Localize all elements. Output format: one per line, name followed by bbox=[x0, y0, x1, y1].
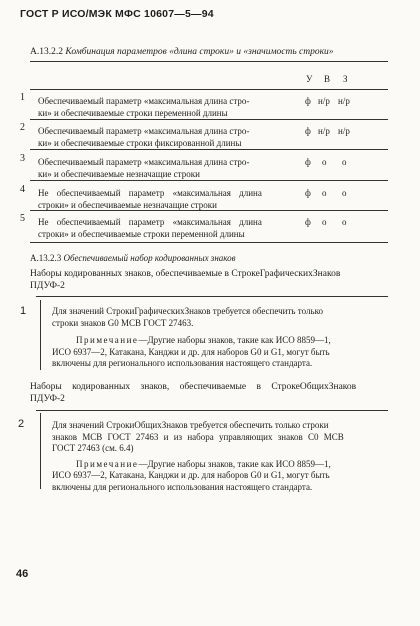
box-line: Для значений СтрокиГрафическихЗнаков требуется обеспечить только bbox=[52, 306, 323, 316]
note-line: включены для регионального использования настоящего стандарта. bbox=[52, 358, 313, 368]
note bbox=[52, 335, 388, 347]
box-top-rule bbox=[36, 410, 388, 411]
row-line: ки» и обеспечиваемые незначащие строки bbox=[38, 169, 200, 179]
column-header-v: В bbox=[324, 74, 331, 84]
section-number: А.13.2.2 bbox=[30, 47, 63, 57]
box-number: 1 bbox=[20, 305, 27, 317]
cell-u: ф bbox=[305, 126, 311, 136]
row-line: ки» и обеспечиваемые строки переменной длины bbox=[38, 108, 228, 118]
cell-v: н/р bbox=[318, 126, 330, 136]
section-heading-a13-2-3 bbox=[30, 252, 236, 264]
box-line: строки знаков G0 МСВ ГОСТ 27463. bbox=[52, 317, 194, 328]
row-line: Не обеспечиваемый параметр «максимальная длина bbox=[38, 188, 262, 198]
box-text bbox=[52, 420, 388, 493]
page-number: 46 bbox=[16, 568, 29, 580]
note-label: Примечание bbox=[76, 335, 139, 345]
cell-z: о bbox=[342, 217, 347, 227]
note-line: —Другие наборы знаков, такие как ИСО 8859—1, bbox=[138, 458, 331, 469]
table-top-rule bbox=[30, 61, 388, 62]
paragraph bbox=[30, 381, 386, 405]
row-line: строки» и обеспечиваемые незначащие строки bbox=[38, 200, 217, 210]
note-line: —Другие наборы знаков, такие как ИСО 8859—1, bbox=[138, 335, 331, 345]
section-title: Обеспечиваемый набор кодированных знаков bbox=[63, 253, 236, 263]
note-label: Примечание bbox=[76, 458, 139, 469]
cell-z: о bbox=[342, 188, 347, 198]
box-left-rule bbox=[40, 413, 41, 489]
page-header: ГОСТ Р ИСО/МЭК МФС 10607—5—94 bbox=[20, 8, 214, 20]
table-row-text bbox=[38, 216, 300, 240]
row-line: Обеспечиваемый параметр «максимальная длина стро- bbox=[38, 96, 250, 106]
table-row-divider bbox=[30, 210, 388, 211]
table-header-rule bbox=[30, 89, 388, 90]
table-row-divider bbox=[30, 180, 388, 181]
table-row-number: 4 bbox=[20, 184, 25, 195]
table-row-text bbox=[38, 125, 300, 149]
note-line: ИСО 6937—2, Катакана, Канджи и др. для наборов G0 и G1, могут быть bbox=[52, 470, 330, 480]
cell-u: ф bbox=[305, 188, 311, 198]
paragraph-line: Наборы кодированных знаков, обеспечиваемые в СтрокеГрафическихЗнаков bbox=[30, 269, 341, 279]
box-number: 2 bbox=[18, 418, 25, 430]
paragraph-line: Наборы кодированных знаков, обеспечиваемые в СтрокеОбщихЗнаков bbox=[30, 382, 357, 392]
box-text bbox=[52, 306, 388, 370]
section-number: А.13.2.3 bbox=[30, 253, 62, 263]
row-line: строки» и обеспечиваемые строки переменной длины bbox=[38, 229, 245, 239]
cell-z: н/р bbox=[338, 126, 350, 136]
box-top-rule bbox=[36, 296, 388, 297]
paragraph bbox=[30, 268, 386, 292]
box-line: знаков МСВ ГОСТ 27463 и из набора управляющих знаков С0 МСВ bbox=[52, 431, 344, 442]
paragraph-line: ПДУФ-2 bbox=[30, 394, 65, 404]
section-heading-a13-2-2 bbox=[30, 46, 334, 58]
table-row-text bbox=[38, 156, 300, 180]
table-row-number: 3 bbox=[20, 153, 25, 164]
note-line: включены для регионального использования настоящего стандарта. bbox=[52, 481, 313, 492]
table-row-number: 5 bbox=[20, 213, 25, 224]
table-row-divider bbox=[30, 149, 388, 150]
table-row-text bbox=[38, 95, 300, 119]
note bbox=[52, 459, 388, 471]
row-line: Не обеспечиваемый параметр «максимальная длина bbox=[38, 217, 262, 227]
cell-z: о bbox=[342, 157, 347, 167]
row-line: ки» и обеспечиваемые строки фиксированной длины bbox=[38, 138, 242, 148]
table-row-divider bbox=[30, 119, 388, 120]
cell-v: н/р bbox=[318, 96, 330, 106]
cell-v: о bbox=[322, 188, 327, 198]
box-left-rule bbox=[40, 300, 41, 370]
column-header-u: У bbox=[306, 74, 313, 84]
cell-u: ф bbox=[305, 96, 311, 106]
row-line: Обеспечиваемый параметр «максимальная длина стро- bbox=[38, 157, 250, 167]
row-line: Обеспечиваемый параметр «максимальная длина стро- bbox=[38, 126, 250, 136]
table-row-text bbox=[38, 187, 300, 211]
cell-u: ф bbox=[305, 157, 311, 167]
box-line: ГОСТ 27463 (см. 6.4) bbox=[52, 443, 134, 453]
section-title: Комбинация параметров «длина строки» и «значимость строки» bbox=[65, 47, 334, 57]
column-header-z: З bbox=[343, 74, 348, 84]
paragraph-line: ПДУФ-2 bbox=[30, 281, 65, 291]
table-bottom-rule bbox=[30, 242, 388, 243]
note-line: ИСО 6937—2, Катакана, Канджи и др. для наборов G0 и G1, могут быть bbox=[52, 346, 330, 357]
cell-v: о bbox=[322, 157, 327, 167]
cell-u: ф bbox=[305, 217, 311, 227]
cell-v: о bbox=[322, 217, 327, 227]
table-row-number: 1 bbox=[20, 92, 25, 103]
table-row-number: 2 bbox=[20, 122, 25, 133]
cell-z: н/р bbox=[338, 96, 350, 106]
box-line: Для значений СтрокиОбщихЗнаков требуется обеспечить только строки bbox=[52, 420, 329, 430]
